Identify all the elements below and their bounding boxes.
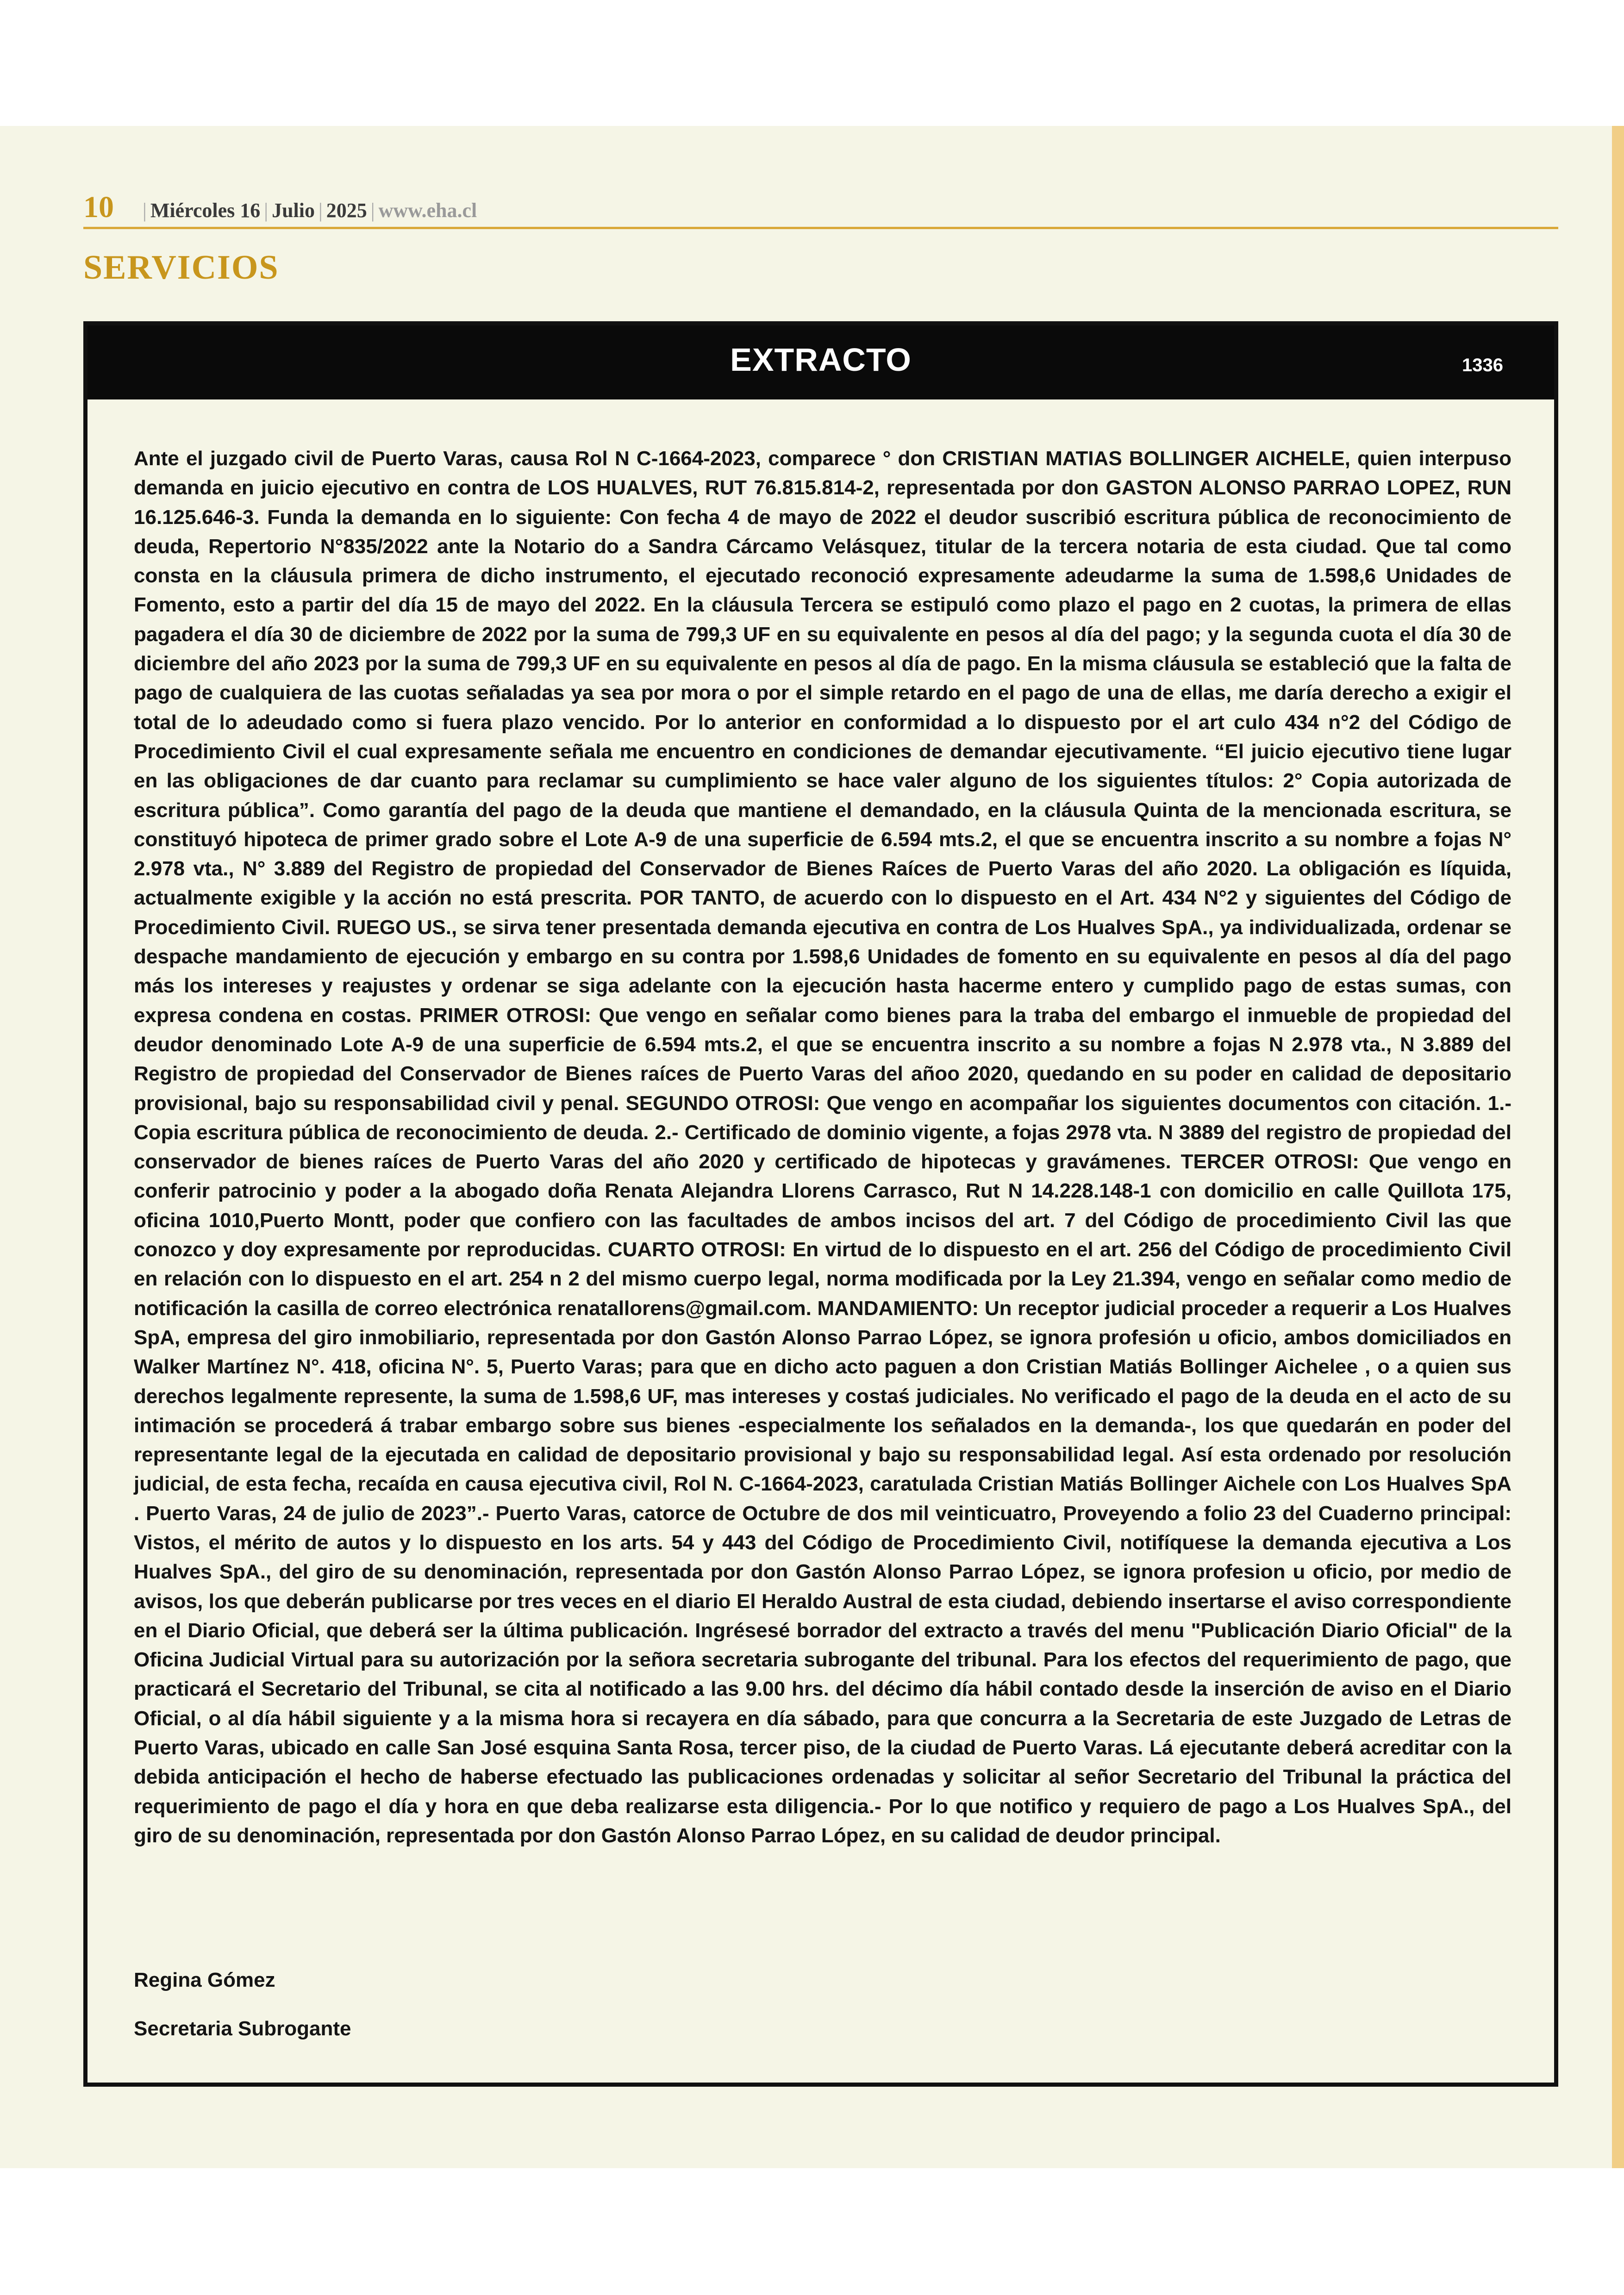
notice-code: 1336	[1462, 355, 1503, 375]
header-rule	[83, 227, 1558, 229]
signer-name: Regina Gómez	[134, 1969, 275, 1991]
page-number: 10	[83, 190, 114, 224]
header-month: Julio	[272, 199, 315, 222]
notice-box	[83, 321, 1558, 2087]
notice-title-bar	[87, 325, 1554, 399]
page-header	[83, 190, 1558, 224]
signer-role: Secretaria Subrogante	[134, 2017, 351, 2040]
header-website-link[interactable]: www.eha.cl	[378, 199, 477, 222]
notice-body: Ante el juzgado civil de Puerto Varas, causa Rol N C-1664-2023, comparece ° don CRISTIAN MATIAS BOLLINGER AICHELE, quien interpuso demanda en juicio ejecutivo en contra de LOS HUALVES, RUT 76.815.814-2, representada por don GASTON ALONSO PARRAO LOPEZ, RUN 16.125.646-3. Funda la demanda en lo siguiente: Con fecha 4 de mayo de 2022 el deudor suscribió escritura pública de reconocimiento de deuda, Repertorio N°835/2022 ante la Notario do a Sandra Cárcamo Velásquez, titular de la tercera notaria de esta ciudad. Que tal como consta en la cláusula primera de dicho instrumento, el ejecutado reconoció expresamente adeudarme la suma de 1.598,6 Unidades de Fomento, esto a partir del día 15 de mayo del 2022. En la cláusula Tercera se estipuló como plazo el pago en 2 cuotas, la primera de ellas pagadera el día 30 de diciembre de 2022 por la suma de 799,3 UF en su equivalente en pesos al día del pago; y la segunda cuota el día 30 de diciembre del año 2023 por la suma de 799,3 UF en su equivalente en pesos al día de pago. En la misma cláusula se estableció que la falta de pago de cualquiera de las cuotas señaladas ya sea por mora o por el simple retardo en el pago de una de ellas, me daría derecho a exigir el total de lo adeudado como si fuera plazo vencido. Por lo anterior en conformidad a lo dispuesto por el art culo 434 n°2 del Código de Procedimiento Civil el cual expresamente señala me encuentro en condiciones de demandar ejecutivamente. “El juicio ejecutivo tiene lugar en las obligaciones de dar cuanto para reclamar su cumplimiento se hace valer alguno de los siguientes títulos: 2° Copia autorizada de escritura pública”. Como garantía del pago de la deuda que mantiene el demandado, en la cláusula Quinta de la mencionada escritura, se constituyó hipoteca de primer grado sobre el Lote A-9 de una superficie de 6.594 mts.2, el que se encuentra inscrito a su nombre a fojas N° 2.978 vta., N° 3.889 del Registro de propiedad del Conservador de Bienes Raíces de Puerto Varas del año 2020. La obligación es líquida, actualmente exigible y la acción no está prescrita. POR TANTO, de acuerdo con lo dispuesto en el Art. 434 N°2 y siguientes del Código de Procedimiento Civil. RUEGO US., se sirva tener presentada demanda ejecutiva en contra de Los Hualves SpA., ya individualizada, ordenar se despache mandamiento de ejecución y embargo en su contra por 1.598,6 Unidades de fomento en su equivalente en pesos al día del pago más los intereses y reajustes y ordenar se siga adelante con la ejecución hasta hacerme entero y cumplido pago de estas sumas, con expresa condena en costas. PRIMER OTROSI: Que vengo en señalar como bienes para la traba del embargo el inmueble de propiedad del deudor denominado Lote A-9 de una superficie de 6.594 mts.2, el que se encuentra inscrito a su nombre a fojas N 2.978 vta., N 3.889 del Registro de propiedad del Conservador de Bienes raíces de Puerto Varas del añoo 2020, quedando en su poder en calidad de depositario provisional, bajo su responsabilidad civil y penal. SEGUNDO OTROSI: Que vengo en acompañar los siguientes documentos con citación. 1.- Copia escritura pública de reconocimiento de deuda. 2.- Certificado de dominio vigente, a fojas 2978 vta. N 3889 del registro de propiedad del conservador de bienes raíces de Puerto Varas del año 2020 y certificado de hipotecas y gravámenes. TERCER OTROSI: Que vengo en conferir patrocinio y poder a la abogado doña Renata Alejandra Llorens Carrasco, Rut N 14.228.148-1 con domicilio en calle Quillota 175, oficina 1010,Puerto Montt, poder que confiero con las facultades de ambos incisos del art. 7 del Código de procedimiento Civil las que conozco y doy expresamente por reproducidas. CUARTO OTROSI: En virtud de lo dispuesto en el art. 256 del Código de procedimiento Civil en relación con lo dispuesto en el art. 254 n 2 del mismo cuerpo legal, norma modificada por la Ley 21.394, vengo en señalar como medio de notificación la casilla de correo electrónica renatallorens@gmail.com. MANDAMIENTO: Un receptor judicial proceder a requerir a Los Hualves SpA, empresa del giro inmobiliario, representada por don Gastón Alonso Parrao López, se ignora profesión u oficio, ambos domiciliados en Walker Martínez N°. 418, oficina N°. 5, Puerto Varas; para que en dicho acto paguen a don Cristian Matiás Bollinger Aichelee , o a quien sus derechos legalmente represente, la suma de 1.598,6 UF, mas intereses y costaś judiciales. No verificado el pago de la deuda en el acto de su intimación se procederá á trabar embargo sobre sus bienes -especialmente los señalados en la demanda-, los que quedarán en poder del representante legal de la ejecutada en calidad de depositario provisional y bajo su responsabilidad legal. Así esta ordenado por resolución judicial, de esta fecha, recaída en causa ejecutiva civil, Rol N. C-1664-2023, caratulada Cristian Matiás Bollinger Aichele con Los Hualves SpA . Puerto Varas, 24 de julio de 2023”.- Puerto Varas, catorce de Octubre de dos mil veinticuatro, Proveyendo a folio 23 del Cuaderno principal: Vistos, el mérito de autos y lo dispuesto en los arts. 54 y 443 del Código de Procedimiento Civil, notifíquese la demanda ejecutiva a Los Hualves SpA., del giro de su denominación, representada por don Gastón Alonso Parrao López, se ignora profesion u oficio, por medio de avisos, los que deberán publicarse por tres veces en el diario El Heraldo Austral de esta ciudad, debiendo insertarse el aviso correspondiente en el Diario Oficial, que deberá ser la última publicación. Ingrésesé borrador del extracto a través del menu "Publicación Diario Oficial" de la Oficina Judicial Virtual para su autorización por la señora secretaria subrogante del tribunal. Para los efectos del requerimiento de pago, que practicará el Secretario del Tribunal, se cita al notificado a las 9.00 hrs. del décimo día hábil contado desde la inserción de aviso en el Diario Oficial, o al día hábil siguiente y a la misma hora si recayera en día sábado, para que concurra a la Secretaria de este Juzgado de Letras de Puerto Varas, ubicado en calle San José esquina Santa Rosa, tercer piso, de la ciudad de Puerto Varas. Lá ejecutante deberá acreditar con la debida anticipación el hecho de haberse efectuado las publicaciones ordenadas y solicitar al señor Secretario del Tribunal la práctica del requerimiento de pago el día y hora en que deba realizarse esta diligencia.- Por lo que notifico y requiero de pago a Los Hualves SpA., del giro de su denominación, representada por don Gastón Alonso Parrao López, en su calidad de deudor principal.	[134, 447, 1512, 1847]
header-separator: |	[318, 199, 323, 222]
notice-title: EXTRACTO	[730, 342, 912, 378]
page-edge	[1612, 126, 1624, 2168]
header-separator: |	[264, 199, 269, 222]
header-separator: |	[370, 199, 375, 222]
header-year: 2025	[326, 199, 367, 222]
header-separator: |	[143, 199, 147, 222]
header-weekday: Miércoles 16	[150, 199, 261, 222]
section-title: SERVICIOS	[83, 249, 279, 287]
